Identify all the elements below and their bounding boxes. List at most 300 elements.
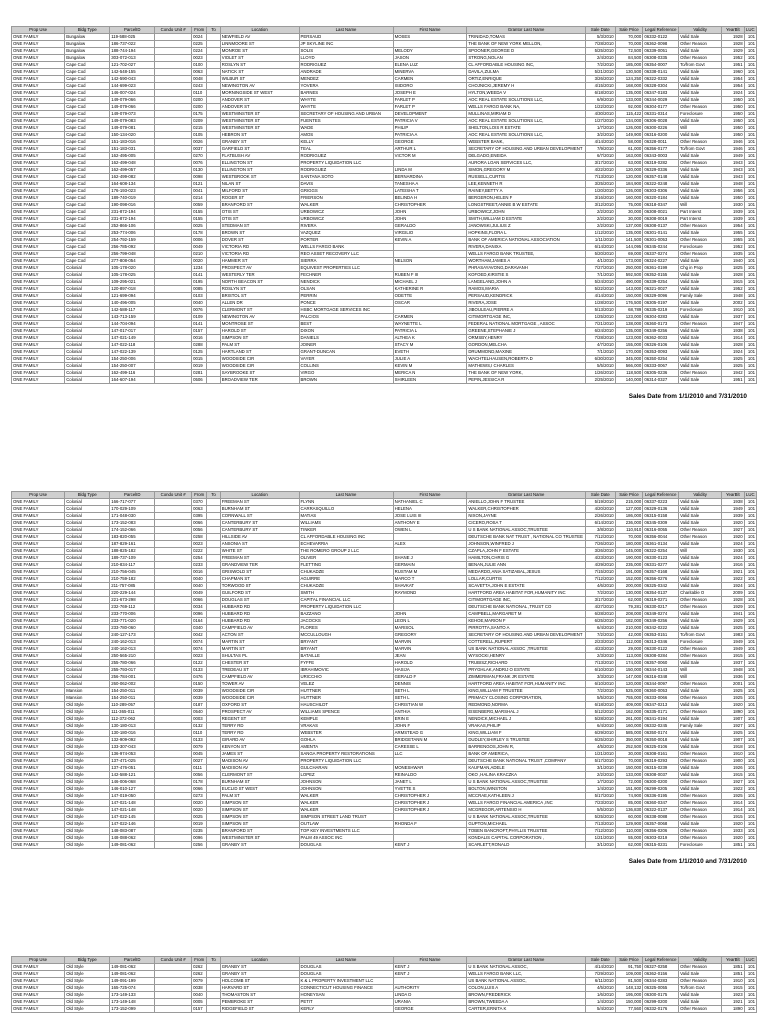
table-cell [155,251,192,258]
table-cell: 149-079-073 [110,111,155,118]
table-cell: 6/30/2010 [586,356,616,363]
table-cell [155,321,192,328]
table-cell: 1851 [722,971,745,978]
table-cell: 5/13/2010 [586,307,616,314]
table-cell: To/from Govt [679,146,722,153]
table-cell: Valid Sale [679,363,722,370]
table-row [12,48,757,55]
table-cell: 101 [744,667,756,674]
table-cell [207,765,220,772]
table-cell: 101 [744,548,756,555]
table-cell [207,744,220,751]
table-cell: KELLY [299,139,393,146]
table-cell: Valid Sale [679,286,722,293]
table-cell: HELENA [393,506,467,513]
table-cell: ONE FAMILY [12,828,65,835]
table-cell [207,328,220,335]
table-cell: RAYMOND [393,590,467,597]
table-cell [207,992,220,999]
table-cell: 7/28/2010 [586,41,616,48]
table-cell: CITIMORTGAGE INC, [467,314,586,321]
table-cell: ONE FAMILY [12,639,65,646]
table-cell: 1947 [722,321,745,328]
table-cell [155,244,192,251]
table-cell: ONE FAMILY [12,709,65,716]
table-cell: HUBBARD RD [220,618,299,625]
table-cell: 144-704-094 [110,321,155,328]
table-cell [207,83,220,90]
table-cell: 62,000 [615,842,643,849]
table-cell: 162,000 [615,709,643,716]
table-cell: DOVER ST [220,237,299,244]
table-cell: 101 [744,328,756,335]
table-cell: 101 [744,828,756,835]
table-cell: Valid Sale [679,541,722,548]
table-cell: 252-866-106 [110,223,155,230]
table-cell: ONE FAMILY [12,985,65,992]
table-cell [155,555,192,562]
table-cell: Family Sale [679,723,722,730]
table-cell: MONROE ST [220,48,299,55]
table-cell: 81,500 [615,978,643,985]
table-row [12,793,757,800]
table-cell: 345,000 [615,356,643,363]
table-cell: ONE FAMILY [12,132,65,139]
table-cell: 150,000 [615,667,643,674]
table-cell: Other Reason [679,793,722,800]
table-cell: 4/23/2010 [586,646,616,653]
table-cell: 0157 [192,328,207,335]
table-row [12,534,757,541]
table-cell [155,125,192,132]
table-row [12,828,757,835]
table-cell: 0042 [192,632,207,639]
table-cell: 144,095 [615,244,643,251]
table-cell: 1234 [192,265,207,272]
table-cell: HUTTNER [299,688,393,695]
table-cell [207,681,220,688]
table-cell: 6/25/2010 [586,737,616,744]
table-cell: BROWN,TWEEDA A [467,999,586,1006]
table-cell: 151-183-031 [110,146,155,153]
table-cell: 4/14/2010 [586,293,616,300]
table-cell: JP SKYLINE INC [299,41,393,48]
table-cell: Colonial [65,541,110,548]
table-cell: 190-098-016 [110,202,155,209]
table-cell: 147-021-149 [110,335,155,342]
table-cell: 146-006-068 [110,779,155,786]
table-cell: 138,000 [615,321,643,328]
table-cell: 101 [744,793,756,800]
table-cell: Part Interst [679,216,722,223]
table-cell [155,34,192,41]
table-cell: Colonial [65,513,110,520]
table-cell: 215,000 [615,499,643,506]
table-cell: ONE FAMILY [12,971,65,978]
table-cell: NENDICK [299,279,393,286]
table-cell: 1950 [722,111,745,118]
table-cell: Bungalow [65,34,110,41]
table-cell: WORTHAM,JAMES A [467,258,586,265]
table-cell [207,62,220,69]
table-cell: 101 [744,1006,756,1013]
table-cell: ONE FAMILY [12,506,65,513]
table-cell: 101 [744,583,756,590]
table-cell: Other Reason [679,964,722,971]
table-cell: Colonial [65,527,110,534]
table-cell: 0076 [192,307,207,314]
table-cell: 0015 [192,356,207,363]
table-cell [155,702,192,709]
table-cell: Other Reason [679,370,722,377]
table-cell: LANGELAND,JOHN A [467,279,586,286]
table-cell: 1914 [722,800,745,807]
table-cell: CL AFFORDABLE HOUSING INC, [467,62,586,69]
table-cell: 210,000 [615,625,643,632]
table-cell: 0225 [192,41,207,48]
table-cell: 06319-0293 [643,758,679,765]
table-cell: 150,000 [615,999,643,1006]
table-cell [207,230,220,237]
table-cell: Old Style [65,709,110,716]
table-cell: ARTHUR L [393,146,467,153]
table-cell: Valid Sale [679,660,722,667]
table-cell: ONE FAMILY [12,744,65,751]
table-cell: ONE FAMILY [12,646,65,653]
table-cell: Old Style [65,807,110,814]
table-cell: 06314-0327 [643,377,679,384]
column-header: YearBlt [722,27,745,34]
table-cell: 170-029-109 [110,506,155,513]
table-cell: 147-021-148 [110,800,155,807]
table-cell: Old Style [65,1006,110,1013]
table-cell: 2/3/2010 [586,653,616,660]
table-cell: 101 [744,723,756,730]
table-cell: THE BANK OF NEW YORK, [467,370,586,377]
table-cell: 149-081-062 [110,842,155,849]
table-cell [155,667,192,674]
table-cell: 61,000 [615,146,643,153]
table-cell: 06313-0346 [643,639,679,646]
table-cell: Colonial [65,660,110,667]
table-cell [207,111,220,118]
table-cell: U S BANK NATIONAL ASSOC,TRUSTEE [467,527,586,534]
table-cell [155,758,192,765]
table-cell: Colonial [65,286,110,293]
table-cell: 06353-0151 [643,632,679,639]
table-cell: LINDA M [393,167,467,174]
table-cell: 06301-0053 [643,237,679,244]
table-cell: SETH L [393,688,467,695]
table-cell: 55,000 [615,835,643,842]
table-cell: 4/15/2010 [586,83,616,90]
table-cell: Other Reason [679,251,722,258]
table-cell: 101 [744,230,756,237]
table-cell: SOLIS [299,48,393,55]
table-cell [155,258,192,265]
table-cell: 4/6/2010 [586,583,616,590]
table-cell: 149,900 [615,132,643,139]
table-cell: BELINDA H [393,195,467,202]
table-cell: 3/8/2010 [586,527,616,534]
table-cell: 06329-0336 [643,167,679,174]
table-cell [155,999,192,1006]
table-cell: 4/5/2010 [586,744,616,751]
table-cell: Valid Sale [679,583,722,590]
table-cell: MELODY [393,48,467,55]
table-cell: 101 [744,62,756,69]
table-cell: 186,000 [615,513,643,520]
table-cell: HARTFORD AREA HABITAT FOR,HUMANITY INC [467,681,586,688]
table-cell: 06345-0309 [643,520,679,527]
table-cell [207,527,220,534]
table-cell: JANET L [393,779,467,786]
table-cell: 140-496-005 [110,300,155,307]
table-cell: 1921 [722,569,745,576]
table-cell [393,597,467,604]
table-cell [155,132,192,139]
table-cell: 101 [744,111,756,118]
table-cell: 0027 [192,758,207,765]
table-cell: 06308-0021 [643,209,679,216]
table-cell: 1926 [722,765,745,772]
table-cell: ONE FAMILY [12,653,65,660]
table-cell: 1/26/2010 [586,370,616,377]
table-cell [155,97,192,104]
table-cell: 06322-0332 [643,76,679,83]
table-cell [155,978,192,985]
table-cell: BRANFORD ST [220,828,299,835]
table-cell: 252,500 [615,744,643,751]
table-row [12,104,757,111]
table-cell: PERSAUD,KENDRICK [467,293,586,300]
table-cell: ONE FAMILY [12,307,65,314]
table-cell: ROSLYN ST [220,286,299,293]
table-cell: Old Style [65,835,110,842]
table-cell: 06336-0195 [643,793,679,800]
table-cell: 148,132 [615,985,643,992]
table-cell: ONE FAMILY [12,569,65,576]
table-row [12,842,757,849]
table-cell [155,286,192,293]
table-cell [155,499,192,506]
table-cell: HARVARD ST [220,985,299,992]
table-cell [155,744,192,751]
table-cell: 255-780-066 [110,660,155,667]
table-cell: 0040 [192,576,207,583]
table-cell: 0016 [192,569,207,576]
table-cell: CHESTER ST [220,660,299,667]
table-cell: 101 [744,69,756,76]
table-cell: ONE FAMILY [12,55,65,62]
table-cell: 7/2/2010 [586,62,616,69]
table-cell: Old Style [65,793,110,800]
column-header: To [207,492,220,499]
table-cell: NORTH BEACON ST [220,279,299,286]
table-cell: 7/12/2010 [586,534,616,541]
table-cell [207,772,220,779]
table-cell: 06316-0200 [643,132,679,139]
table-row [12,751,757,758]
table-cell: ZIMMERMAN,FRANK JR ESTATE [467,674,586,681]
table-cell: 1925 [722,793,745,800]
table-cell [155,625,192,632]
table-cell: 1929 [722,604,745,611]
table-cell: 1955 [722,230,745,237]
table-cell: 72,000 [615,779,643,786]
table-cell: CARRASQUILLO [299,506,393,513]
table-cell [393,265,467,272]
table-cell: 101 [744,758,756,765]
table-cell: 1923 [722,992,745,999]
table-cell: 06326-0106 [643,342,679,349]
table-cell: ONE FAMILY [12,667,65,674]
table-cell: 7/23/2010 [586,800,616,807]
table-cell: Old Style [65,744,110,751]
table-row [12,118,757,125]
table-cell: 1929 [722,618,745,625]
table-cell: 06321-0027 [643,286,679,293]
table-cell: Valid Sale [679,300,722,307]
table-cell [207,814,220,821]
table-cell: JOSE LUIS III [393,513,467,520]
table-row [12,279,757,286]
table-cell: ONE FAMILY [12,118,65,125]
table-cell: 0141 [192,321,207,328]
table-cell: 1943 [722,160,745,167]
table-cell: Colonial [65,520,110,527]
table-row [12,499,757,506]
table-cell: ANDOVER ST [220,97,299,104]
table-cell: 0155 [192,216,207,223]
table-cell: WEBSTER BANK, [467,139,586,146]
table-row [12,300,757,307]
table-cell: GUPTON,MICHAEL [467,821,586,828]
table-cell: 164-608-134 [110,181,155,188]
table-cell [155,293,192,300]
table-cell: ONE FAMILY [12,611,65,618]
table-cell: 173-152-083 [110,520,155,527]
table-cell: Cape Cod [65,90,110,97]
table-cell: 6/10/2010 [586,667,616,674]
table-cell: Other Reason [679,807,722,814]
table-cell: 1954 [722,83,745,90]
table-cell: 06299-0205 [643,786,679,793]
table-cell: To/from Govt [679,632,722,639]
table-cell: ONE FAMILY [12,279,65,286]
table-cell: MARTIN ST [220,646,299,653]
table-cell: GRISWOLD ST [220,569,299,576]
table-cell: 06360-0173 [643,321,679,328]
table-cell [155,237,192,244]
table-cell: 101 [744,569,756,576]
table-cell: FLATBUSH AV [220,153,299,160]
table-cell: 0215 [192,125,207,132]
table-cell [207,258,220,265]
table-cell: 3/26/2010 [586,548,616,555]
table-cell: Colonial [65,335,110,342]
table-cell: 162-499-057 [110,167,155,174]
table-cell: 1948 [722,293,745,300]
table-cell [155,69,192,76]
table-cell: CAMPBELL,MARGARET M [467,611,586,618]
table-cell: 147-017-017 [110,328,155,335]
table-cell: Other Reason [679,527,722,534]
table-cell: 1954 [722,76,745,83]
table-row [12,272,757,279]
table-cell: Valid Sale [679,618,722,625]
table-cell: 1915 [722,814,745,821]
table-cell: Valid Sale [679,377,722,384]
sales-table-page-2 [11,491,757,865]
table-cell: 173,000 [615,258,643,265]
table-cell: RAINEY,BETTY A [467,188,586,195]
table-cell: 7/2/2010 [586,590,616,597]
table-cell: ONE FAMILY [12,356,65,363]
table-cell: 06304-0283 [643,314,679,321]
table-cell: 121-699-094 [110,293,155,300]
table-cell: EVETH [393,349,467,356]
table-cell: 253-774-006 [110,230,155,237]
table-cell: 1910 [722,751,745,758]
table-cell [393,604,467,611]
table-cell: TOWER AV [220,681,299,688]
table-row [12,174,757,181]
table-cell: KING,WILLIAM F TRUSTEE [467,688,586,695]
table-cell: 154-250-007 [110,363,155,370]
table-row [12,321,757,328]
table-cell [155,342,192,349]
table-cell [155,681,192,688]
table-cell: SIMPSON ST [220,821,299,828]
table-cell: Old Style [65,751,110,758]
table-cell: ONE FAMILY [12,76,65,83]
table-cell: ONE FAMILY [12,688,65,695]
table-cell: 101 [744,293,756,300]
table-cell: DEUTSCHE BANK NATIONAL TRUST ,COMPANY [467,758,586,765]
table-cell: 6/9/2010 [586,97,616,104]
table-cell [207,188,220,195]
table-row [12,216,757,223]
table-cell: VELEZ [299,681,393,688]
column-header: ParcelID [110,27,155,34]
table-cell: 221-673-298 [110,597,155,604]
table-cell: 0076 [192,160,207,167]
column-header: Location [220,492,299,499]
table-cell: 1924 [722,541,745,548]
table-cell: BAZZANO [299,611,393,618]
table-cell: KING,WILLIAM F [467,730,586,737]
table-cell: GARFIELD ST [220,146,299,153]
table-row [12,772,757,779]
table-cell: WALKER [299,202,393,209]
table-cell: 210-756-045 [110,569,155,576]
table-cell: Colonial [65,342,110,349]
table-row [12,223,757,230]
table-cell [155,363,192,370]
table-cell: 0040 [192,583,207,590]
table-cell: PIRROTTA,SANTO A [467,625,586,632]
table-cell: OWEN L [393,527,467,534]
table-cell: Cape Cod [65,132,110,139]
table-cell: NILAN ST [220,181,299,188]
table-cell: Colonial [65,632,110,639]
column-header: First Name [393,957,467,964]
table-cell: DEVELOPMENT [393,111,467,118]
column-header: LUC [745,492,755,497]
table-cell: WELLS FARGO BANK LLC, [467,971,586,978]
table-cell [207,97,220,104]
